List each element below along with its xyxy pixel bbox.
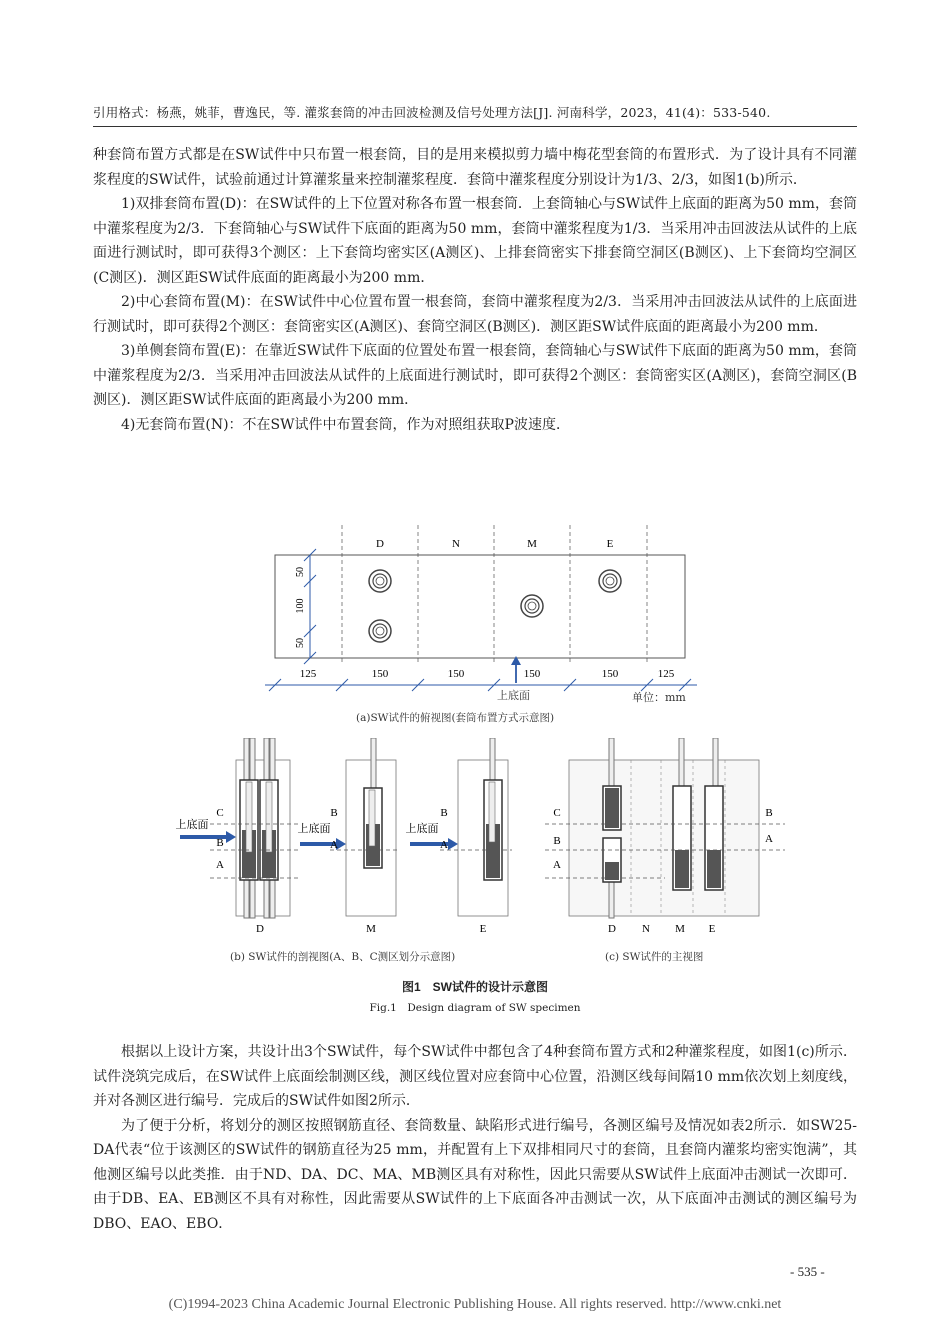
paragraph: 4)无套筒布置(N)：不在SW试件中布置套筒，作为对照组获取P波速度． — [121, 416, 570, 433]
sleeve-m — [521, 595, 543, 617]
front-label-d: D — [608, 923, 616, 935]
front-label-n: N — [642, 923, 650, 935]
bottom-dim-125-left: 125 — [299, 668, 317, 680]
front-view-figure — [545, 738, 785, 938]
sleeve-d-bottom — [369, 620, 391, 642]
specimen-label-d: D — [256, 923, 264, 935]
bottom-dim-125-right: 125 — [657, 668, 675, 680]
specimen-outline — [275, 555, 685, 658]
copyright-footer: (C)1994-2023 China Academic Journal Electronic Publishing House. All rights reserved. http://www.cnki.net — [168, 1297, 782, 1312]
section-m — [346, 738, 396, 916]
zone-label-b-e: B — [440, 807, 448, 819]
caption-a: (a)SW试件的俯视图(套筒布置方式示意图) — [356, 712, 555, 724]
left-dim-100: 100 — [295, 598, 306, 614]
caption-b: (b) SW试件的剖视图(A、B、C测区划分示意图) — [230, 951, 456, 963]
citation-header: 引用格式：杨燕，姚菲，曹逸民，等. 灌浆套筒的冲击回波检测及信号处理方法[J]. 河南科学，2023，41(4)：533-540. — [93, 105, 771, 120]
body-text-top — [93, 143, 857, 437]
paragraph: 3)单侧套筒布置(E)：在靠近SW试件下底面的位置处布置一根套筒，套筒轴心与SW试件下底面的距离为50 mm，套筒中灌浆程度为2/3．当采用冲击回波法从试件的上底面进行测试时，即可获得2个测区：套筒密实区(A测区)，套筒空洞区(B测区)．测区距SW试件底面的距离最小为200 mm． — [93, 343, 857, 408]
top-view-figure — [260, 525, 710, 705]
left-dim-50-top: 50 — [295, 567, 306, 577]
header-rule — [93, 126, 857, 127]
front-zone-label-b: B — [553, 835, 561, 847]
body-text-bottom — [93, 1040, 857, 1236]
paragraph: 为了便于分析，将划分的测区按照钢筋直径、套筒数量、缺陷形式进行编号，各测区编号及情况如表2所示．如SW25-DA代表“位于该测区的SW试件的钢筋直径为25 mm，并配置有上下双排相同尺寸的套筒，且套筒内灌浆均密实饱满”，其他测区编号以此类推．由于ND、DA、DC、MA、MB测区具有对称性，因此只需要从SW试件上底面冲击测试一次即可．由于DB、EA、EB测区不具有对称性，因此需要从SW试件的上下底面各冲击测试一次，从下底面冲击测试的测区编号为DBO、EAO、EBO． — [93, 1117, 857, 1232]
zone-label-a-m: A — [330, 839, 338, 851]
column-label-e: E — [606, 538, 614, 550]
sleeve-d-top — [369, 570, 391, 592]
column-dividers — [342, 525, 647, 665]
face-label-e: 上底面 — [405, 823, 439, 835]
paragraph: 种套筒布置方式都是在SW试件中只布置一根套筒，目的是用来模拟剪力墙中梅花型套筒的布置形式．为了设计具有不同灌浆程度的SW试件，试验前通过计算灌浆量来控制灌浆程度．套筒中灌浆程度分别设计为1/3、2/3，如图1(b)所示． — [93, 147, 857, 188]
figure-title-cn: 图1 SW试件的设计示意图 — [401, 980, 548, 994]
zone-label-c: C — [216, 807, 224, 819]
specimen-label-m: M — [366, 923, 376, 935]
specimen-label-e: E — [479, 923, 487, 935]
page-number: - 535 - — [790, 1264, 825, 1279]
front-label-e: E — [708, 923, 716, 935]
up-arrow — [511, 656, 521, 683]
front-zone-label-a-right: A — [765, 833, 773, 845]
unit-label: 单位：mm — [632, 691, 686, 704]
sleeve-e — [599, 570, 621, 592]
left-dim-50-bottom: 50 — [295, 638, 306, 648]
section-d — [236, 738, 290, 918]
column-label-m: M — [527, 538, 537, 550]
front-zone-label-b-right: B — [765, 807, 773, 819]
face-label-m: 上底面 — [297, 823, 331, 835]
front-zone-label-c: C — [553, 807, 561, 819]
zone-label-b: B — [216, 837, 224, 849]
front-specimen-outline — [569, 760, 759, 916]
column-label-d: D — [376, 538, 384, 550]
bottom-dim-150: 150 — [523, 668, 541, 680]
zone-label-a: A — [216, 859, 224, 871]
caption-c: (c) SW试件的主视图 — [605, 951, 704, 963]
section-view-figure — [170, 738, 560, 938]
zone-label-b-m: B — [330, 807, 338, 819]
figure-title-en: Fig.1 Design diagram of SW specimen — [369, 1002, 581, 1014]
paragraph: 根据以上设计方案，共设计出3个SW试件，每个SW试件中都包含了4种套筒布置方式和2种灌浆程度，如图1(c)所示．试件浇筑完成后，在SW试件上底面绘制测区线，测区线位置对应套筒中心位置，沿测区线每间隔10 mm依次划上刻度线，并对各测区进行编号．完成后的SW试件如图2所示． — [93, 1044, 857, 1109]
bottom-dim-150: 150 — [371, 668, 389, 680]
bottom-dim-150: 150 — [447, 668, 465, 680]
face-label-d: 上底面 — [175, 819, 209, 831]
zone-label-a-e: A — [440, 839, 448, 851]
column-label-n: N — [452, 538, 460, 550]
paragraph: 1)双排套筒布置(D)：在SW试件的上下位置对称各布置一根套筒．上套筒轴心与SW试件上底面的距离为50 mm，套筒中灌浆程度为2/3．下套筒轴心与SW试件下底面的距离为50 mm，套筒中灌浆程度为1/3．当采用冲击回波法从试件的上底面进行测试时，即可获得3个测区：上下套筒均密实区(A测区)、上排套筒密实下排套筒空洞区(B测区)、上下套筒均空洞区(C测区)．测区距SW试件底面的距离最小为200 mm． — [93, 196, 857, 286]
front-zone-label-a: A — [553, 859, 561, 871]
section-e — [458, 738, 508, 916]
paragraph: 2)中心套筒布置(M)：在SW试件中心位置布置一根套筒，套筒中灌浆程度为2/3．当采用冲击回波法从试件的上底面进行测试时，即可获得2个测区：套筒密实区(A测区)、套筒空洞区(B测区)．测区距SW试件底面的距离最小为200 mm． — [93, 294, 857, 335]
bottom-dim-150: 150 — [601, 668, 619, 680]
sleeve-circles — [369, 570, 621, 642]
arrow-label: 上底面 — [497, 689, 530, 702]
front-label-m: M — [675, 923, 685, 935]
